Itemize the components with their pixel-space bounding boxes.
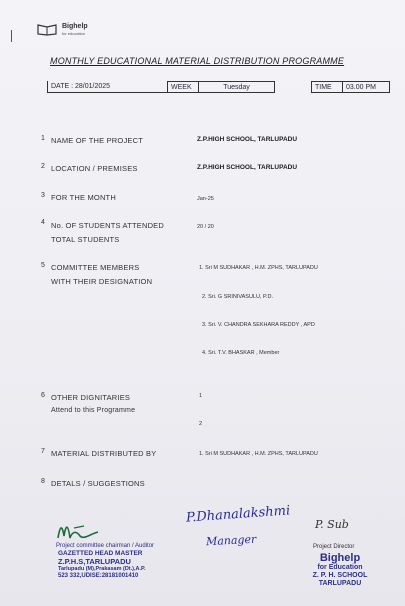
margin-mark [11,30,12,42]
row-number: 5 [41,262,45,269]
row-label: OTHER DIGNITARIES [51,393,131,402]
row-label: NAME OF THE PROJECT [51,136,144,145]
stamp-line: Z.P.H.S,TARLUPADU [58,557,131,566]
bighelp-stamp [296,552,384,588]
row-number: 3 [41,192,45,199]
week-label-box [167,81,199,93]
bighelp-logo [36,22,88,36]
stamp-line: for Education [317,564,363,571]
chairman-signature [54,516,106,544]
stamp-line: Tarlupadu (M),Prakasam (Dt.),A.P. [58,566,146,572]
time-value: 03.00 PM [346,84,376,91]
dignitary-entry: 1 [199,393,203,399]
row-label: DETALS / SUGGESTIONS [51,479,145,488]
committee-member: 3. Sri. V. CHANDRA SEKHARA REDDY , APD [202,322,315,328]
week-label: WEEK [171,84,192,91]
director-caption: Project Director [313,544,355,550]
row-number: 2 [41,163,45,170]
director-signature: P. Sub [315,518,349,531]
row-value: Z.P.HIGH SCHOOL, TARLUPADU [197,164,298,171]
row-label-secondary: Attend to this Programme [51,407,136,414]
row-label-secondary: TOTAL STUDENTS [51,235,120,244]
row-label: COMMITTEE MEMBERS [51,263,140,272]
row-number: 8 [41,478,45,485]
stamp-line: Z. P. H. SCHOOL [312,572,368,579]
committee-member: 2. Sri. G SRINIVASULU, P.D. [202,294,274,300]
week-value: Tuesday [223,84,250,91]
stamp-line: Bighelp [319,552,361,564]
stamp-line: GAZETTED HEAD MASTER [58,550,143,557]
stamp-line: 523 332,UDISE:28181001410 [58,573,139,579]
manager-signature-title: Manager [205,532,257,549]
row-label: FOR THE MONTH [51,193,116,202]
date-value: DATE : 28/01/2025 [51,83,111,90]
row-value: 1. Sri M SUDHAKAR , H.M. ZPHS, TARLUPADU [199,451,318,457]
row-label: LOCATION / PREMISES [51,164,138,173]
committee-member: 1. Sri M SUDHAKAR , H.M. ZPHS, TARLUPADU [199,265,318,271]
chairman-caption: Project committee chairman / Auditor [56,543,155,549]
row-value: Jan-25 [197,196,214,202]
time-value-box [343,81,390,93]
book-icon [36,22,58,36]
head-master-stamp [58,550,146,580]
row-number: 6 [41,392,45,399]
row-value: 20 / 20 [197,224,214,230]
page-title: MONTHLY EDUCATIONAL MATERIAL DISTRIBUTION PROGRAMME [50,56,345,66]
row-number: 1 [41,135,45,142]
row-label: MATERIAL DISTRIBUTED BY [51,449,157,458]
stamp-line: TARLUPADU [318,580,362,587]
time-label-box [311,81,343,93]
week-value-box [199,81,275,93]
date-box [47,81,167,93]
logo-name: Bighelp [62,22,88,30]
dignitary-entry: 2 [199,421,203,427]
committee-member: 4. Sri. T.V. BHASKAR , Member [202,350,280,356]
row-value: Z.P.HIGH SCHOOL, TARLUPADU [197,136,298,143]
row-number: 7 [41,448,45,455]
manager-signature-name: P.Dhanalakshmi [185,503,291,526]
row-label: No. OF STUDENTS ATTENDED [51,221,165,230]
logo-tag: for education [62,30,86,36]
time-label: TIME [315,84,332,91]
row-number: 4 [41,219,45,226]
row-label-secondary: WITH THEIR DESIGNATION [51,277,153,286]
